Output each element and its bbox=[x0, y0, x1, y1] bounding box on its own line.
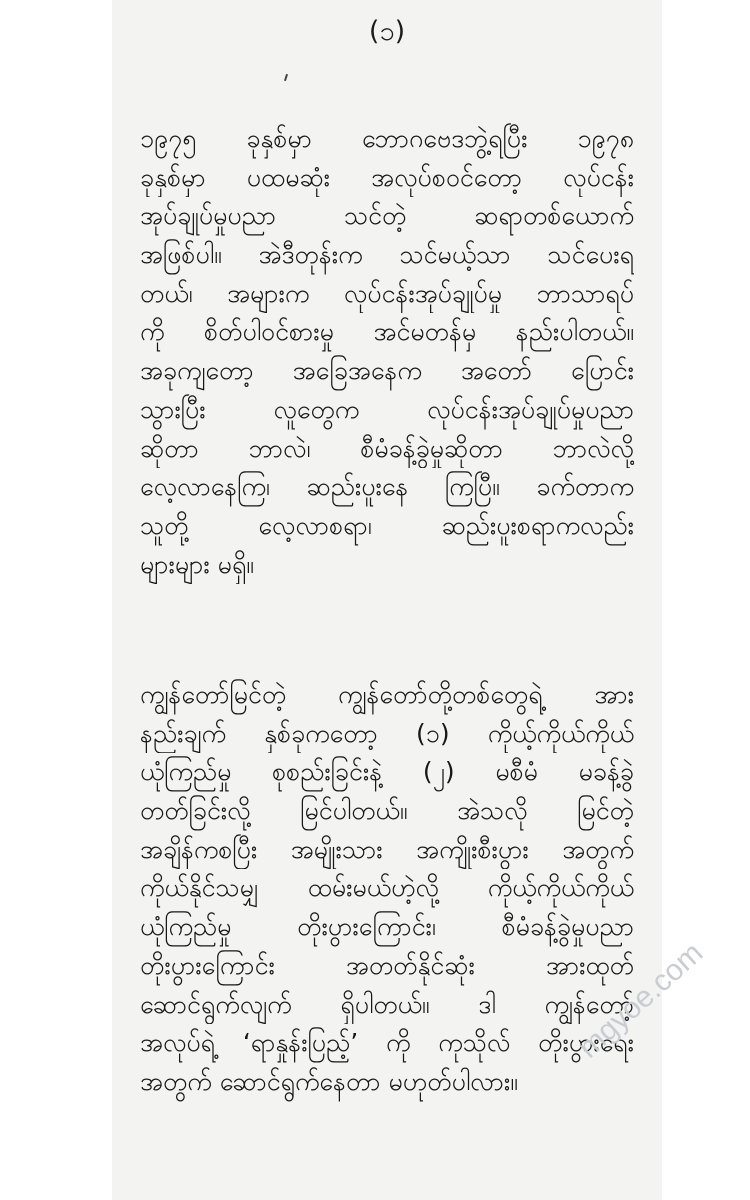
body-text bbox=[140, 120, 634, 1096]
text-line: သူတို့ လေ့လာစရာ၊ ဆည်းပူးစရာကလည်း bbox=[140, 510, 634, 540]
print-speck bbox=[284, 74, 288, 81]
text-line: အချိန်ကစပြီး အမျိုးသား အကျိုးစီးပွား အတွက် bbox=[140, 834, 634, 864]
text-line: တယ်၊ အများက လုပ်ငန်းအုပ်ချုပ်မှု ဘာသာရပ် bbox=[140, 278, 634, 308]
text-line: အလုပ်ရဲ့ ‘ရာနှုန်းပြည့်’ ကို ကုသိုလ် တိုးပွားရေး bbox=[140, 1028, 634, 1058]
text-line: ခုနှစ်မှာ ပထမဆုံး အလုပ်စဝင်တော့ လုပ်ငန်း bbox=[140, 162, 634, 192]
text-line: ကိုယ်နိုင်သမျှ ထမ်းမယ်ဟဲ့လို့ ကိုယ့်ကိုယ်ကိုယ် bbox=[140, 873, 634, 903]
text-line: သွားပြီး လူတွေက လုပ်ငန်းအုပ်ချုပ်မှုပညာ bbox=[140, 394, 634, 424]
watermark: mgyoe.com bbox=[572, 936, 710, 1065]
text-line: ဆိုတာ ဘာလဲ၊ စီမံခန့်ခွဲမှုဆိုတာ ဘာလဲလို့ bbox=[140, 433, 634, 463]
page-number: (၁) bbox=[368, 16, 406, 47]
text-line: ယုံကြည်မှု တိုးပွားကြောင်း၊ စီမံခန့်ခွဲမှုပညာ bbox=[140, 912, 634, 942]
paragraph-2 bbox=[140, 676, 634, 1102]
text-line: လေ့လာနေကြ၊ ဆည်းပူးနေ ကြပြီ။ ခက်တာက bbox=[140, 472, 634, 502]
text-line: အဖြစ်ပါ။ အဲဒီတုန်းက သင်မယ့်သာ သင်ပေးရ bbox=[140, 240, 634, 270]
text-line: အတွက် ဆောင်ရွက်နေတာ မဟုတ်ပါလား။ bbox=[140, 1066, 518, 1096]
text-line: တိုးပွားကြောင်း အတတ်နိုင်ဆုံး အားထုတ် bbox=[140, 950, 634, 980]
text-line: များများ မရှိ။ bbox=[140, 549, 254, 579]
text-line: ဆောင်ရွက်လျက် ရှိပါတယ်။ ဒါ ကျွန်တော့် bbox=[140, 989, 634, 1019]
text-line: အုပ်ချုပ်မှုပညာ သင်တဲ့ ဆရာတစ်ယောက် bbox=[140, 201, 634, 231]
text-line: ၁၉၇၅ ခုနှစ်မှာ ဘောဂဗေဒဘွဲ့ရပြီး ၁၉၇၈ bbox=[140, 124, 634, 153]
text-line: နည်းချက် နှစ်ခုကတော့ (၁) ကိုယ့်ကိုယ်ကိုယ် bbox=[140, 718, 634, 748]
text-line: ကျွန်တော်မြင်တဲ့ ကျွန်တော်တို့တစ်တွေရဲ့ အား bbox=[140, 680, 634, 709]
book-page bbox=[112, 0, 662, 1200]
text-line: ယုံကြည်မှု စုစည်းခြင်းနဲ့ (၂) မစီမံ မခန့်ခွဲ bbox=[140, 757, 634, 787]
text-line: ကို စိတ်ပါဝင်စားမှု အင်မတန်မှ နည်းပါတယ်။ bbox=[140, 317, 634, 347]
text-line: အခုကျတော့ အခြေအနေက အတော် ပြောင်း bbox=[140, 356, 634, 386]
text-line: တတ်ခြင်းလို့ မြင်ပါတယ်။ အဲသလို မြင်တဲ့ bbox=[140, 796, 634, 826]
paragraph-1 bbox=[140, 120, 634, 584]
